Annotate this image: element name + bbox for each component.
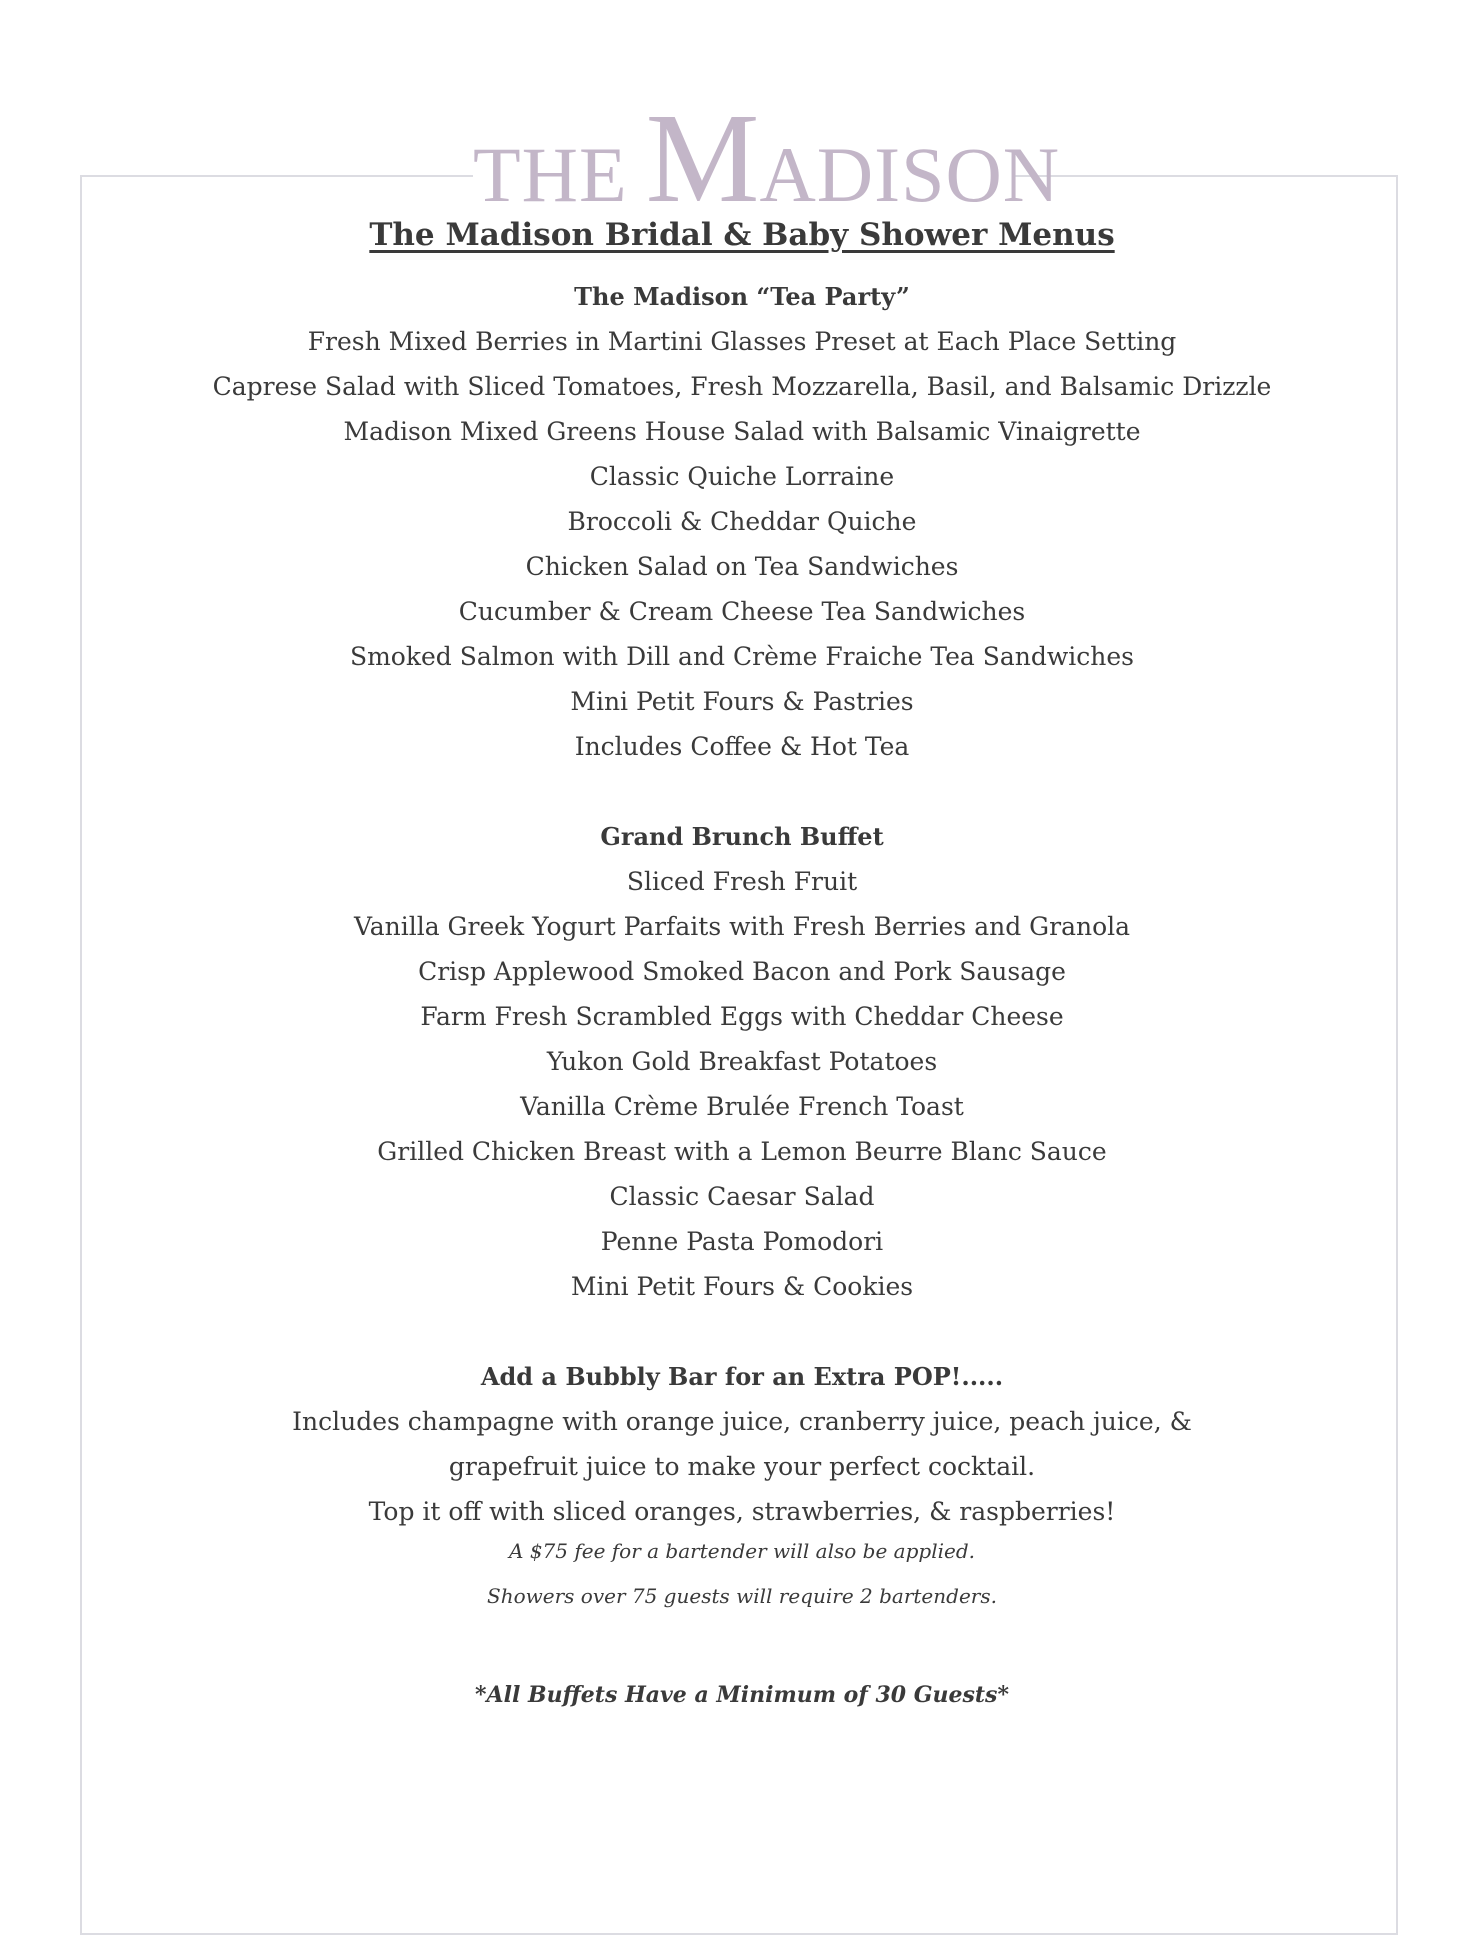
brunch-section (180, 814, 1304, 1309)
section-spacer (180, 769, 1304, 814)
menu-item: Crisp Applewood Smoked Bacon and Pork Sausage (418, 957, 1066, 986)
menu-item: Classic Quiche Lorraine (589, 462, 895, 491)
menu-item: Includes Coffee & Hot Tea (574, 732, 910, 761)
menu-item: Fresh Mixed Berries in Martini Glasses Preset at Each Place Setting (307, 327, 1177, 356)
menu-item: Mini Petit Fours & Cookies (570, 1272, 914, 1301)
menu-item: Mini Petit Fours & Pastries (570, 687, 914, 716)
menu-item: Broccoli & Cheddar Quiche (567, 507, 917, 536)
logo-adison: ADISON (759, 131, 1061, 218)
menu-item: Yukon Gold Breakfast Potatoes (546, 1047, 938, 1076)
bubbly-bar-section (180, 1354, 1304, 1623)
bubbly-line: grapefruit juice to make your perfect cocktail. (448, 1452, 1036, 1481)
menu-item: Farm Fresh Scrambled Eggs with Cheddar Cheese (420, 1002, 1064, 1031)
menu-item: Chicken Salad on Tea Sandwiches (525, 552, 959, 581)
logo-m: M (645, 87, 760, 229)
menu-item: Penne Pasta Pomodori (600, 1227, 884, 1256)
menu-content (180, 210, 1304, 1718)
tea-party-title: The Madison “Tea Party” (574, 282, 910, 311)
section-spacer (180, 1309, 1304, 1354)
menu-item: Smoked Salmon with Dill and Crème Fraiche Tea Sandwiches (349, 642, 1135, 671)
menu-item: Cucumber & Cream Cheese Tea Sandwiches (458, 597, 1026, 626)
minimum-guests-note: *All Buffets Have a Minimum of 30 Guests* (475, 1682, 1009, 1708)
madison-logo (473, 85, 1061, 229)
menu-item: Classic Caesar Salad (609, 1182, 875, 1211)
menu-item: Vanilla Crème Brulée French Toast (520, 1092, 964, 1121)
menu-item: Madison Mixed Greens House Salad with Balsamic Vinaigrette (343, 417, 1141, 446)
tea-party-section (180, 274, 1304, 769)
logo-the: THE (473, 131, 628, 218)
menu-item: Grilled Chicken Breast with a Lemon Beurre Blanc Sauce (377, 1137, 1107, 1166)
bubbly-line: Top it off with sliced oranges, strawberries, & raspberries! (368, 1497, 1116, 1526)
menu-item: Sliced Fresh Fruit (626, 867, 858, 896)
bubbly-line: Includes champagne with orange juice, cranberry juice, peach juice, & (292, 1407, 1192, 1436)
menu-item: Vanilla Greek Yogurt Parfaits with Fresh Berries and Granola (353, 912, 1131, 941)
bubbly-bar-title: Add a Bubbly Bar for an Extra POP!..... (480, 1362, 1004, 1391)
page-title: The Madison Bridal & Baby Shower Menus (369, 217, 1115, 253)
brunch-title: Grand Brunch Buffet (600, 822, 884, 851)
bartender-fee-note: A $75 fee for a bartender will also be applied. (509, 1539, 975, 1563)
menu-item: Caprese Salad with Sliced Tomatoes, Fresh Mozzarella, Basil, and Balsamic Drizzle (212, 372, 1272, 401)
bartender-guest-note: Showers over 75 guests will require 2 bartenders. (487, 1584, 997, 1608)
